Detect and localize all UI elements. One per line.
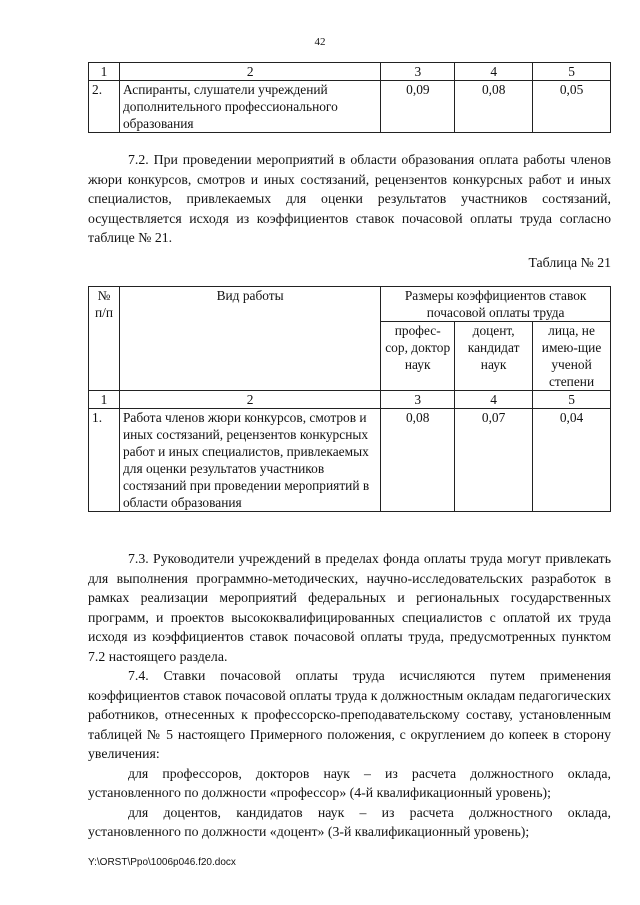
section-7-2 bbox=[88, 150, 611, 248]
footer-file-path: Y:\ORST\Ppo\1006p046.f20.docx bbox=[88, 857, 236, 868]
table-header-row bbox=[89, 287, 611, 322]
table-cell: 2 bbox=[119, 391, 380, 409]
paragraph-7-3: 7.3. Руководители учреждений в пределах фонда оплаты труда могут привлекать для выполнения программно-методических, научно-исследовательских разработок в рамках реализации мероприятий федеральных и региональных государственных программ, и проектов высококвалифицированных специалистов с оплатой их труда исходя из коэффициентов ставок почасовой оплаты труда, предусмотренных пунктом 7.2 настоящего раздела. bbox=[88, 551, 611, 664]
table-cell: 3 bbox=[381, 63, 455, 81]
paragraph-docents: для доцентов, кандидатов наук – из расчета должностного оклада, установленного по должности «доцент» (3-й квалификационный уровень); bbox=[88, 804, 611, 839]
table-row bbox=[89, 81, 611, 133]
row-number: 1. bbox=[89, 409, 120, 512]
row-value: 0,04 bbox=[533, 409, 611, 512]
row-value: 0,08 bbox=[381, 409, 455, 512]
table-21 bbox=[88, 286, 611, 512]
row-number: 2. bbox=[89, 81, 120, 133]
table-cell: 2 bbox=[119, 63, 381, 81]
row-value: 0,08 bbox=[455, 81, 533, 133]
table-cell: 5 bbox=[533, 63, 611, 81]
table-cell: 5 bbox=[533, 391, 611, 409]
header-coefficients: Размеры коэффициентов ставок почасовой оплаты труда bbox=[381, 287, 611, 322]
subheader-docent: доцент, кандидат наук bbox=[455, 322, 533, 391]
table-index-row bbox=[89, 391, 611, 409]
subheader-no-degree: лица, не имею-щие ученой степени bbox=[533, 322, 611, 391]
paragraph-7-2: 7.2. При проведении мероприятий в области образования оплата работы членов жюри конкурсов, смотров и иных состязаний, рецензентов конкурсных работ и иных специалистов, привлекаемых для оценки результатов участников состязаний, осуществляется исходя из коэффициентов ставок почасовой оплаты труда согласно таблице № 21. bbox=[88, 152, 611, 245]
row-value: 0,05 bbox=[533, 81, 611, 133]
subheader-professor: профес-сор, доктор наук bbox=[381, 322, 455, 391]
table-cell: 4 bbox=[455, 63, 533, 81]
table-row bbox=[89, 409, 611, 512]
table-index-row bbox=[89, 63, 611, 81]
paragraph-7-4: 7.4. Ставки почасовой оплаты труда исчисляются путем применения коэффициентов ставок почасовой оплаты труда к должностным окладам педагогических работников, отнесенных к профессорско-преподавательскому составу, установленным таблицей № 5 настоящего Примерного положения, с округлением до копеек в сторону увеличения: bbox=[88, 668, 611, 761]
page-number: 42 bbox=[314, 36, 326, 48]
table-cell: 1 bbox=[89, 391, 120, 409]
table-cell: 3 bbox=[381, 391, 455, 409]
row-value: 0,07 bbox=[455, 409, 533, 512]
row-work: Аспиранты, слушатели учреждений дополнительного профессионального образования bbox=[119, 81, 381, 133]
table-continuation bbox=[88, 62, 611, 133]
row-work: Работа членов жюри конкурсов, смотров и иных состязаний, рецензентов конкурсных работ и иных специалистов, привлекаемых для оценки результатов участников состязаний при проведении мероприятий в области образования bbox=[119, 409, 380, 512]
table-21-caption: Таблица № 21 bbox=[528, 255, 611, 270]
paragraph-professors: для профессоров, докторов наук – из расчета должностного оклада, установленного по должности «профессор» (4-й квалификационный уровень); bbox=[88, 765, 611, 800]
header-number: № п/п bbox=[89, 287, 120, 391]
header-work: Вид работы bbox=[119, 287, 380, 391]
row-value: 0,09 bbox=[381, 81, 455, 133]
table-cell: 4 bbox=[455, 391, 533, 409]
section-7-3-7-4 bbox=[88, 549, 611, 842]
table-cell: 1 bbox=[89, 63, 120, 81]
